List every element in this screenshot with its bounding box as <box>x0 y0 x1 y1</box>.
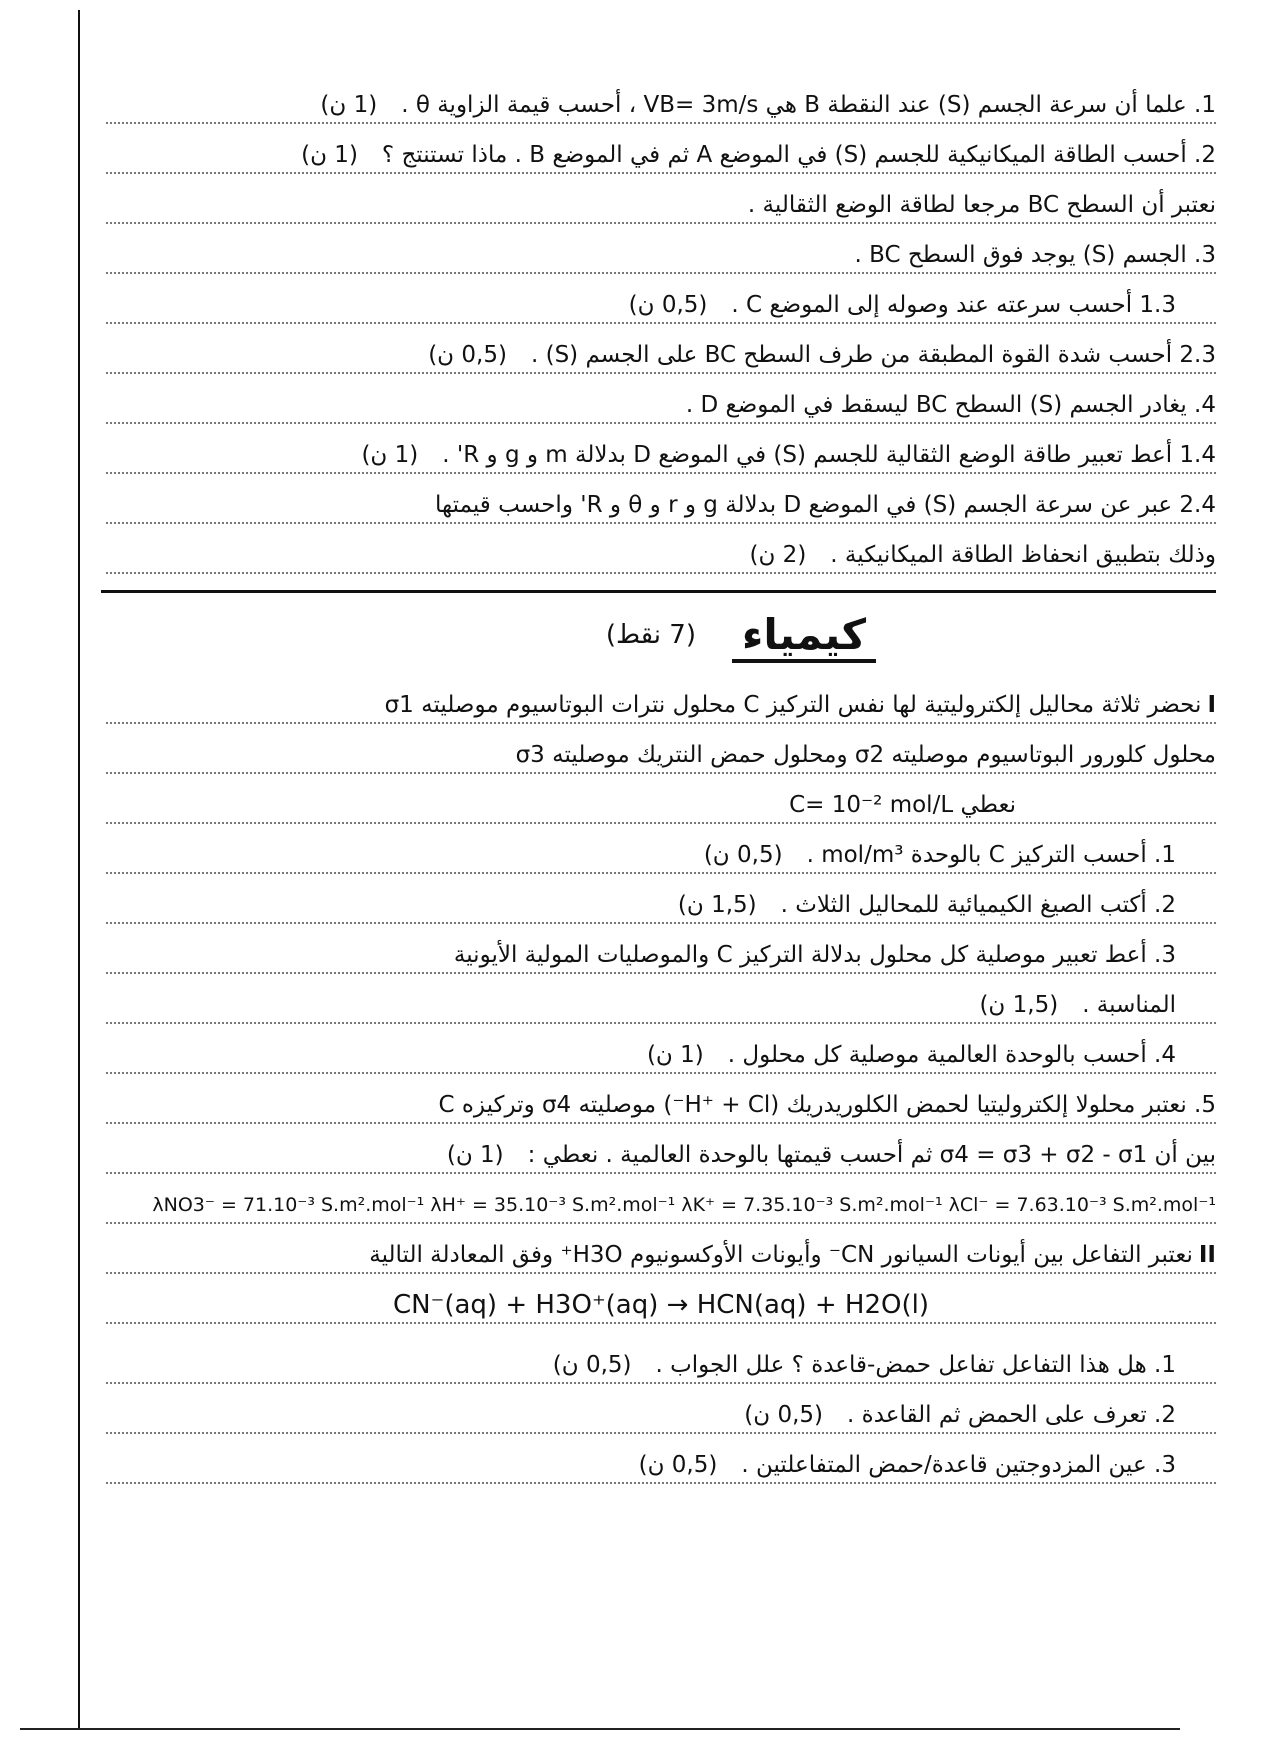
question-number: 4. <box>1154 1042 1176 1068</box>
question-text: بين أن σ4 = σ3 + σ2 - σ1 ثم أحسب قيمتها بالوحدة العالمية . نعطي : <box>527 1142 1216 1168</box>
reaction-equation: CN⁻(aq) + H3O⁺(aq) → HCN(aq) + H2O(l) <box>393 1290 929 1320</box>
question-number: 3. <box>1154 1452 1176 1478</box>
question-text: عبر عن سرعة الجسم (S) في الموضع D بدلالة g و r و θ و R' واحسب قيمتها <box>435 492 1173 518</box>
question-text: الجسم (S) يوجد فوق السطح BC . <box>854 242 1187 268</box>
question-number: 2.4 <box>1179 492 1216 518</box>
chem1-line-7 <box>106 980 1216 1024</box>
question-points: (0,5 ن) <box>552 1352 632 1378</box>
chem1-line-5 <box>106 880 1216 924</box>
exam-page <box>96 80 1216 1720</box>
question-number: 1. <box>1154 1352 1176 1378</box>
question-points: (2 ن) <box>749 542 807 568</box>
question-text: نعتبر أن السطح BC مرجعا لطاقة الوضع الثقالية . <box>747 192 1216 218</box>
question-points: (0,5 ن) <box>744 1402 824 1428</box>
chem2-equation <box>106 1280 1216 1324</box>
chem1-line-2 <box>106 730 1216 774</box>
physics-line-9 <box>106 480 1216 524</box>
question-text: نعتبر محلولا إلكتروليتيا لحمض الكلوريدريك (H⁺ + Cl⁻) موصليته σ4 وتركيزه C <box>438 1092 1187 1118</box>
question-text: تعرف على الحمض ثم القاعدة . <box>847 1402 1147 1428</box>
chem1-constants <box>106 1180 1216 1224</box>
chem2-line-3 <box>106 1440 1216 1484</box>
question-text: هل هذا التفاعل تفاعل حمض-قاعدة ؟ علل الجواب . <box>655 1352 1147 1378</box>
question-text: أعط تعبير طاقة الوضع الثقالية للجسم (S) في الموضع D بدلالة m و g و R' . <box>442 442 1173 468</box>
question-text: أحسب سرعته عند وصوله إلى الموضع C . <box>731 292 1133 318</box>
physics-line-4 <box>106 230 1216 274</box>
physics-line-2 <box>106 130 1216 174</box>
molar-conductivity-constants: λNO3⁻ = 71.10⁻³ S.m².mol⁻¹ λH⁺ = 35.10⁻³ S.m².mol⁻¹ λK⁺ = 7.35.10⁻³ S.m².mol⁻¹ λCl⁻ = 7.63.10⁻³ S.m².mol⁻¹ <box>152 1194 1216 1216</box>
section-divider <box>101 590 1216 593</box>
question-points: (0,5 ن) <box>428 342 507 368</box>
question-points: (0,5 ن) <box>628 292 708 318</box>
physics-line-1 <box>106 80 1216 124</box>
chem1-line-8 <box>106 1030 1216 1074</box>
question-number: 1.4 <box>1179 442 1216 468</box>
chem2-line-2 <box>106 1390 1216 1434</box>
question-text: يغادر الجسم (S) السطح BC ليسقط في الموضع D . <box>685 392 1187 418</box>
question-points: (1 ن) <box>646 1042 704 1068</box>
question-text: محلول كلورور البوتاسيوم موصليته σ2 ومحلول حمض النتريك موصليته σ3 <box>515 742 1216 768</box>
question-number: 1.3 <box>1139 292 1176 318</box>
physics-line-10 <box>106 530 1216 574</box>
chem1-line-4 <box>106 830 1216 874</box>
question-text: أحسب شدة القوة المطبقة من طرف السطح BC على الجسم (S) . <box>530 342 1173 368</box>
question-text: عين المزدوجتين قاعدة/حمض المتفاعلتين . <box>741 1452 1147 1478</box>
question-points: (1 ن) <box>320 92 378 118</box>
margin-line <box>78 10 80 1730</box>
question-text: أكتب الصيغ الكيميائية للمحاليل الثلاث . <box>780 892 1147 918</box>
question-number: 2. <box>1154 892 1176 918</box>
chem1-line-3 <box>106 780 1216 824</box>
chem1-line-1 <box>106 680 1216 724</box>
part-numeral: I <box>1207 692 1216 718</box>
chem2-line-1 <box>106 1340 1216 1384</box>
question-text: نعطي C= 10⁻² mol/L <box>789 792 1016 818</box>
chemistry-title: كيمياء <box>732 610 876 663</box>
chem1-line-10 <box>106 1130 1216 1174</box>
question-text: أعط تعبير موصلية كل محلول بدلالة التركيز C والموصليات المولية الأيونية <box>453 942 1147 968</box>
question-text: أحسب الطاقة الميكانيكية للجسم (S) في الموضع A ثم في الموضع B . ماذا تستنتج ؟ <box>381 142 1187 168</box>
question-number: 2. <box>1194 142 1216 168</box>
question-text: المناسبة . <box>1082 992 1176 1018</box>
question-text: أحسب بالوحدة العالمية موصلية كل محلول . <box>727 1042 1147 1068</box>
question-number: 3. <box>1194 242 1216 268</box>
chem1-line-6 <box>106 930 1216 974</box>
question-text: أحسب التركيز C بالوحدة mol/m³ . <box>806 842 1147 868</box>
chem2-intro <box>106 1230 1216 1274</box>
question-number: 4. <box>1194 392 1216 418</box>
physics-line-5 <box>106 280 1216 324</box>
question-points: (1 ن) <box>301 142 358 168</box>
question-number: 2.3 <box>1179 342 1216 368</box>
chemistry-points: (7 نقط) <box>605 620 696 650</box>
question-points: (1 ن) <box>361 442 419 468</box>
question-number: 3. <box>1154 942 1176 968</box>
bottom-rule <box>20 1728 1180 1730</box>
question-number: 1. <box>1154 842 1176 868</box>
part-numeral: II <box>1198 1242 1216 1268</box>
chem1-line-9 <box>106 1080 1216 1124</box>
question-number: 2. <box>1154 1402 1176 1428</box>
question-number: 1. <box>1194 92 1216 118</box>
physics-line-7 <box>106 380 1216 424</box>
question-number: 5. <box>1194 1092 1216 1118</box>
question-text: وذلك بتطبيق انحفاظ الطاقة الميكانيكية . <box>830 542 1216 568</box>
question-text: نحضر ثلاثة محاليل إلكتروليتية لها نفس التركيز C محلول نترات البوتاسيوم موصليته σ1 <box>384 692 1202 718</box>
question-text: علما أن سرعة الجسم (S) عند النقطة B هي VB= 3m/s ، أحسب قيمة الزاوية θ . <box>401 92 1187 118</box>
question-text: نعتبر التفاعل بين أيونات السيانور CN⁻ وأيونات الأوكسونيوم H3O⁺ وفق المعادلة التالية <box>369 1242 1193 1268</box>
question-points: (1,5 ن) <box>979 992 1059 1018</box>
question-points: (1 ن) <box>446 1142 504 1168</box>
question-points: (0,5 ن) <box>638 1452 718 1478</box>
question-points: (0,5 ن) <box>703 842 783 868</box>
physics-line-8 <box>106 430 1216 474</box>
question-points: (1,5 ن) <box>677 892 757 918</box>
physics-line-6 <box>106 330 1216 374</box>
physics-line-3 <box>106 180 1216 224</box>
